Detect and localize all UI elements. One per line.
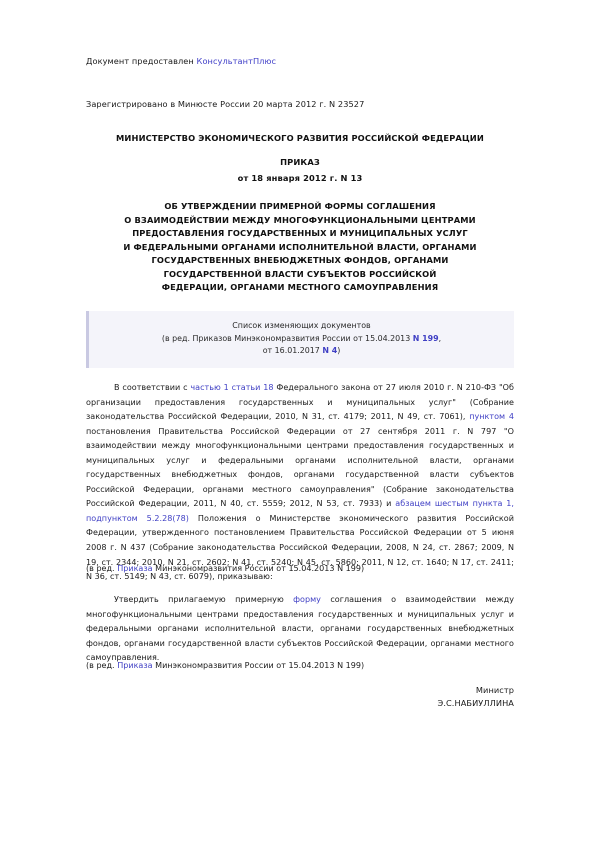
consultantplus-brand-link[interactable]: КонсультантПлюс <box>196 56 277 66</box>
revision-note-text: (в ред. <box>86 661 118 670</box>
amendment-text: от 16.01.2017 <box>262 346 323 355</box>
amending-documents-box <box>86 311 514 368</box>
subject-title-line: ПРЕДОСТАВЛЕНИЯ ГОСУДАРСТВЕННЫХ И МУНИЦИПАЛЬНЫХ УСЛУГ <box>132 228 468 238</box>
revision-note-1 <box>86 562 514 577</box>
link-chast-1-stati-18[interactable]: частью 1 статьи 18 <box>190 383 274 392</box>
amendment-text: , <box>438 333 442 343</box>
subject-title-line: ФЕДЕРАЦИИ, ОРГАНАМИ МЕСТНОГО САМОУПРАВЛЕНИЯ <box>161 282 439 292</box>
paragraph-text: Федерального закона от 27 июля 2010 г. N 210-ФЗ "Об организации предоставления государственных и муниципальных услуг" (Собрание законодательства Российской Федерации, 2010, N 31, ст. 4179; 2011, N 49, ст. 7061), <box>86 383 515 422</box>
registration-line: Зарегистрировано в Минюсте России 20 марта 2012 г. N 23527 <box>86 99 365 109</box>
revision-note-text: Минэкономразвития России от 15.04.2013 N 199) <box>152 661 365 670</box>
paragraph-text: В соответствии с <box>114 383 191 392</box>
link-abzac-shestym-punkta-1[interactable]: абзацем шестым пункта 1, подпунктом 5.2.28(78) <box>86 499 514 523</box>
amending-documents-line-1 <box>99 333 504 346</box>
link-prikaza-1[interactable]: Приказа <box>117 564 153 573</box>
subject-title-line: О ВЗАИМОДЕЙСТВИИ МЕЖДУ МНОГОФУНКЦИОНАЛЬНЫМИ ЦЕНТРАМИ <box>124 214 476 225</box>
link-punkt-4[interactable]: пунктом 4 <box>469 412 514 422</box>
paragraph-text: Положения о Министерстве экономического развития Российской Федерации, утвержденного постановлением Правительства Российской Федерации от 5 июня 2008 г. N 437 (Собрание законодательства Российской Федерации, 2008, N 24, ст. 2867; 2009, N 19, ст. 2344; 2010, N 21, ст. 2602; N 41, ст. 5240; N 45, ст. 5860; 2011, N 12, ст. 1640; N 17, ст. 2411; N 36, ст. 5149; N 43, ст. 6079), приказываю: <box>86 513 514 582</box>
amendment-link-4[interactable]: N 4 <box>322 346 338 355</box>
signatory-name: Э.С.НАБИУЛЛИНА <box>437 698 514 708</box>
link-forma[interactable]: форму <box>293 595 321 604</box>
paragraph-text: Утвердить прилагаемую примерную <box>114 595 294 604</box>
document-type-title: ПРИКАЗ <box>280 157 320 167</box>
subject-title-line: ГОСУДАРСТВЕННОЙ ВЛАСТИ СУБЪЕКТОВ РОССИЙСКОЙ <box>163 268 437 279</box>
subject-title-line: ОБ УТВЕРЖДЕНИИ ПРИМЕРНОЙ ФОРМЫ СОГЛАШЕНИЯ <box>164 201 436 211</box>
revision-note-text: Минэкономразвития России от 15.04.2013 N 199) <box>152 564 365 573</box>
revision-note-2 <box>86 659 514 674</box>
link-prikaza-2[interactable]: Приказа <box>117 661 153 670</box>
amending-documents-heading: Список изменяющих документов <box>232 321 371 330</box>
subject-title-line: И ФЕДЕРАЛЬНЫМИ ОРГАНАМИ ИСПОЛНИТЕЛЬНОЙ ВЛАСТИ, ОРГАНАМИ <box>123 241 477 252</box>
provided-by-label: Документ предоставлен <box>86 56 197 66</box>
document-date-number: от 18 января 2012 г. N 13 <box>237 173 363 183</box>
paragraph-text: постановления Правительства Российской Федерации от 27 сентября 2011 г. N 797 "О взаимодействии между многофункциональными центрами предоставления государственных и муниципальных услуг и федеральными органами исполнительной власти, органами государственных внебюджетных фондов, органами государственной власти субъектов Российской Федерации, органами местного самоуправления" (Собрание законодательства Российской Федерации, 2011, N 40, ст. 5559; 2012, N 53, ст. 7933) и <box>86 426 514 509</box>
ministry-title: МИНИСТЕРСТВО ЭКОНОМИЧЕСКОГО РАЗВИТИЯ РОССИЙСКОЙ ФЕДЕРАЦИИ <box>116 133 484 143</box>
document-subject-title <box>86 200 514 295</box>
subject-title-line: ГОСУДАРСТВЕННЫХ ВНЕБЮДЖЕТНЫХ ФОНДОВ, ОРГАНАМИ <box>151 255 449 265</box>
revision-note-text: (в ред. <box>86 564 118 573</box>
amendment-link-199[interactable]: N 199 <box>412 333 439 343</box>
amendment-text: ) <box>337 346 341 355</box>
amending-documents-line-2 <box>99 345 504 358</box>
amendment-text: (в ред. Приказов Минэкономразвития России от 15.04.2013 <box>161 333 413 343</box>
signatory-role: Министр <box>475 685 514 695</box>
body-paragraph-1 <box>86 381 514 585</box>
provided-by-line <box>86 55 276 67</box>
paragraph-text: соглашения о взаимодействии между многофункциональными центрами предоставления государственных и муниципальных услуг и федеральными органами исполнительной власти, органами государственных внебюджетных фондов, органами государственной власти субъектов Российской Федерации, органами местного самоуправления. <box>86 595 515 663</box>
body-paragraph-2 <box>86 593 514 666</box>
